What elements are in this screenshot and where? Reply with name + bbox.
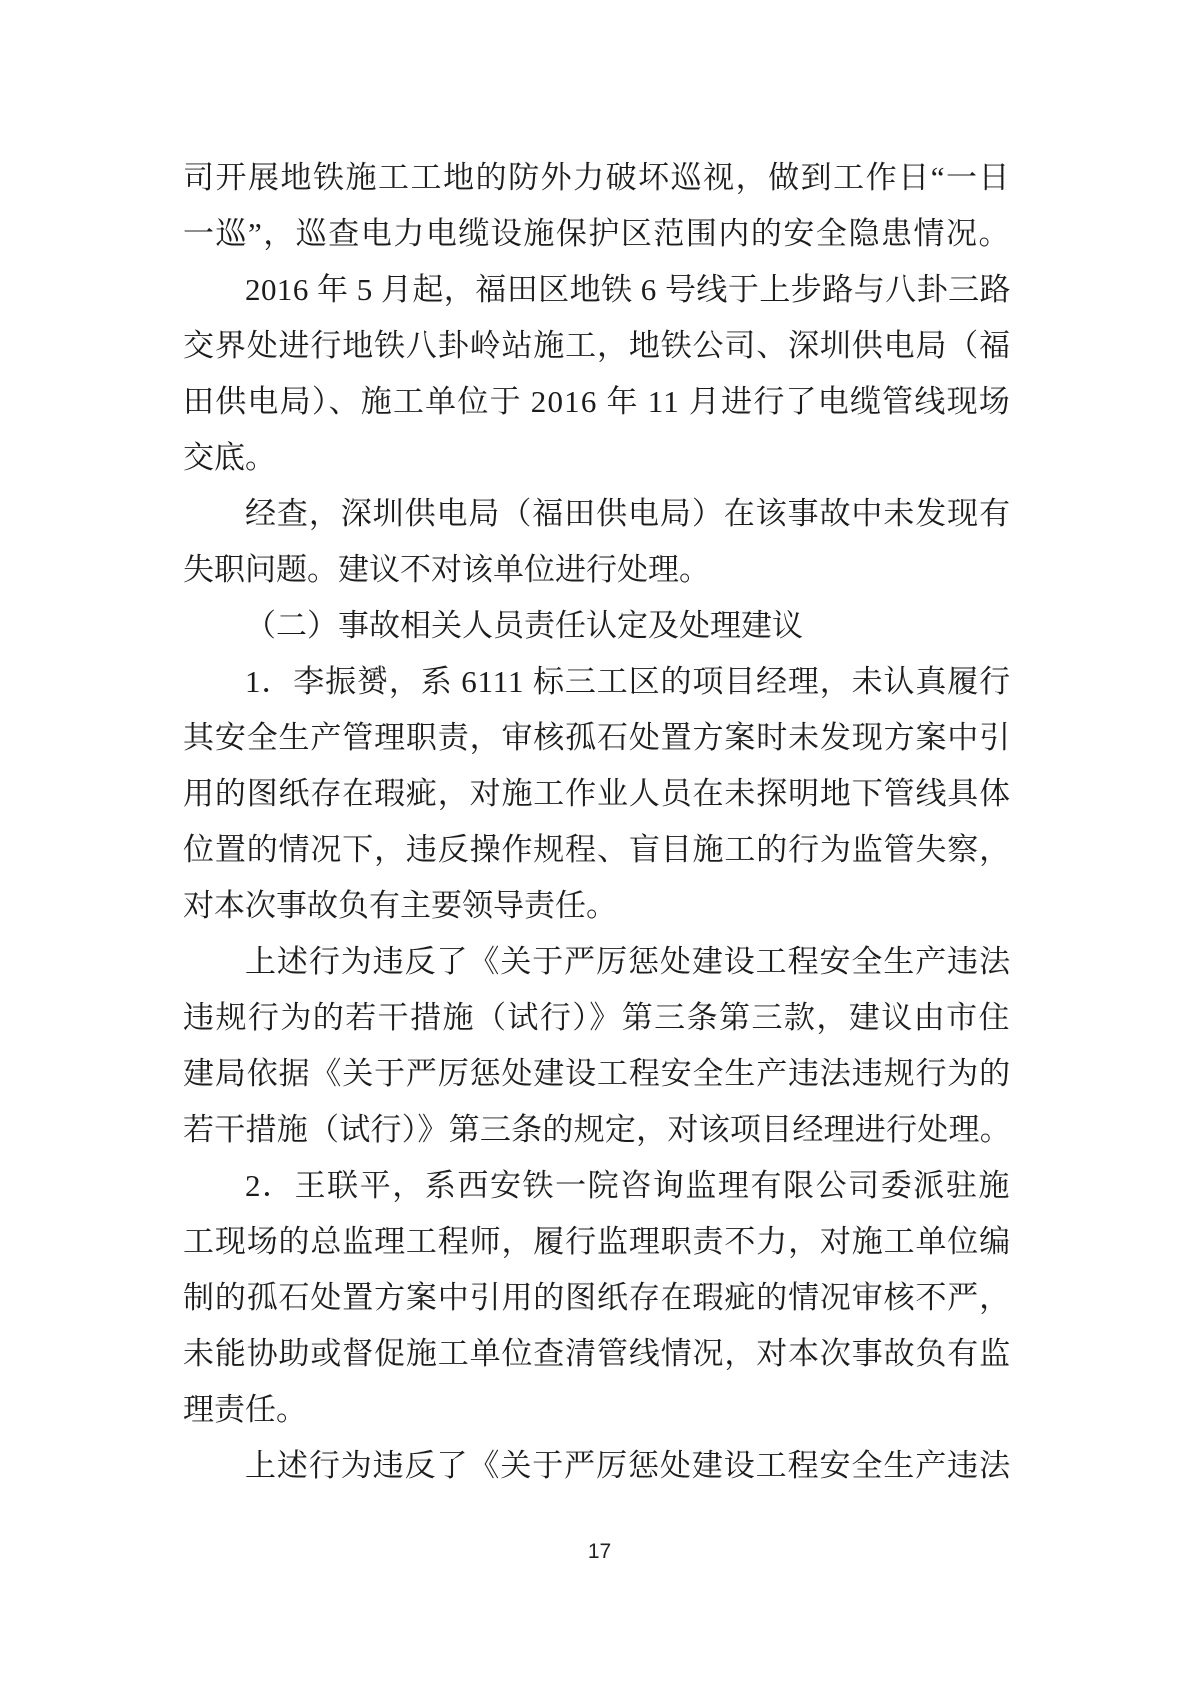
text-line bbox=[183, 710, 1011, 766]
text-line-content: 2016 年 5 月起，福田区地铁 6 号线于上步路与八卦三路 bbox=[245, 272, 1011, 307]
text-line-content: 制的孤石处置方案中引用的图纸存在瑕疵的情况审核不严， bbox=[183, 1280, 1011, 1315]
text-line bbox=[183, 150, 1011, 206]
text-line bbox=[183, 486, 1011, 542]
text-line-content: 一巡”，巡查电力电缆设施保护区范围内的安全隐患情况。 bbox=[183, 216, 1011, 251]
text-line-content: 违规行为的若干措施（试行）》第三条第三款，建议由市住 bbox=[183, 1000, 1011, 1035]
page-footer bbox=[0, 1540, 1199, 1564]
text-line bbox=[183, 766, 1011, 822]
text-line bbox=[183, 1326, 1011, 1382]
text-line-content: 交界处进行地铁八卦岭站施工，地铁公司、深圳供电局（福 bbox=[183, 328, 1011, 363]
text-line-content: 上述行为违反了《关于严厉惩处建设工程安全生产违法 bbox=[245, 1448, 1011, 1483]
text-line-content: 工现场的总监理工程师，履行监理职责不力，对施工单位编 bbox=[183, 1224, 1011, 1259]
text-line-content: 理责任。 bbox=[183, 1392, 307, 1427]
page-number: 17 bbox=[587, 1540, 612, 1563]
text-line bbox=[183, 934, 1011, 990]
text-line bbox=[183, 1102, 1011, 1158]
paragraph bbox=[183, 1158, 1011, 1438]
text-line bbox=[183, 1046, 1011, 1102]
text-line bbox=[183, 542, 1011, 598]
text-line bbox=[183, 318, 1011, 374]
text-line bbox=[183, 430, 1011, 486]
text-line-content: 交底。 bbox=[183, 440, 276, 475]
text-line bbox=[183, 1158, 1011, 1214]
text-line-content: 司开展地铁施工工地的防外力破坏巡视，做到工作日“一日 bbox=[183, 160, 1011, 195]
text-line-content: 用的图纸存在瑕疵，对施工作业人员在未探明地下管线具体 bbox=[183, 776, 1011, 811]
text-line-content: 田供电局）、施工单位于 2016 年 11 月进行了电缆管线现场 bbox=[183, 384, 1011, 419]
text-line bbox=[183, 878, 1011, 934]
paragraph bbox=[183, 486, 1011, 598]
text-line-content: 其安全生产管理职责，审核孤石处置方案时未发现方案中引 bbox=[183, 720, 1011, 755]
text-line bbox=[183, 1438, 1011, 1494]
text-line-content: 位置的情况下，违反操作规程、盲目施工的行为监管失察， bbox=[183, 832, 1011, 867]
paragraph bbox=[183, 150, 1011, 262]
text-line-content: 1．李振赟，系 6111 标三工区的项目经理，未认真履行 bbox=[245, 664, 1011, 699]
text-line bbox=[183, 374, 1011, 430]
text-line bbox=[183, 206, 1011, 262]
text-line bbox=[183, 822, 1011, 878]
document-body bbox=[183, 150, 1011, 1494]
paragraph bbox=[183, 934, 1011, 1158]
text-line-content: （二）事故相关人员责任认定及处理建议 bbox=[245, 608, 803, 643]
paragraph bbox=[183, 654, 1011, 934]
text-line bbox=[183, 1270, 1011, 1326]
paragraph bbox=[183, 1438, 1011, 1494]
text-line-content: 2．王联平，系西安铁一院咨询监理有限公司委派驻施 bbox=[245, 1168, 1011, 1203]
text-line-content: 上述行为违反了《关于严厉惩处建设工程安全生产违法 bbox=[245, 944, 1011, 979]
text-line bbox=[183, 1214, 1011, 1270]
text-line-content: 未能协助或督促施工单位查清管线情况，对本次事故负有监 bbox=[183, 1336, 1011, 1371]
text-line-content: 失职问题。建议不对该单位进行处理。 bbox=[183, 552, 710, 587]
text-line bbox=[183, 262, 1011, 318]
text-line-content: 建局依据《关于严厉惩处建设工程安全生产违法违规行为的 bbox=[183, 1056, 1011, 1091]
text-line-content: 若干措施（试行）》第三条的规定，对该项目经理进行处理。 bbox=[183, 1112, 1011, 1147]
text-line bbox=[183, 1382, 1011, 1438]
text-line bbox=[183, 654, 1011, 710]
paragraph bbox=[183, 262, 1011, 486]
paragraph bbox=[183, 598, 1011, 654]
text-line-content: 对本次事故负有主要领导责任。 bbox=[183, 888, 617, 923]
text-line-content: 经查，深圳供电局（福田供电局）在该事故中未发现有 bbox=[245, 496, 1011, 531]
text-line bbox=[183, 598, 1011, 654]
text-line bbox=[183, 990, 1011, 1046]
